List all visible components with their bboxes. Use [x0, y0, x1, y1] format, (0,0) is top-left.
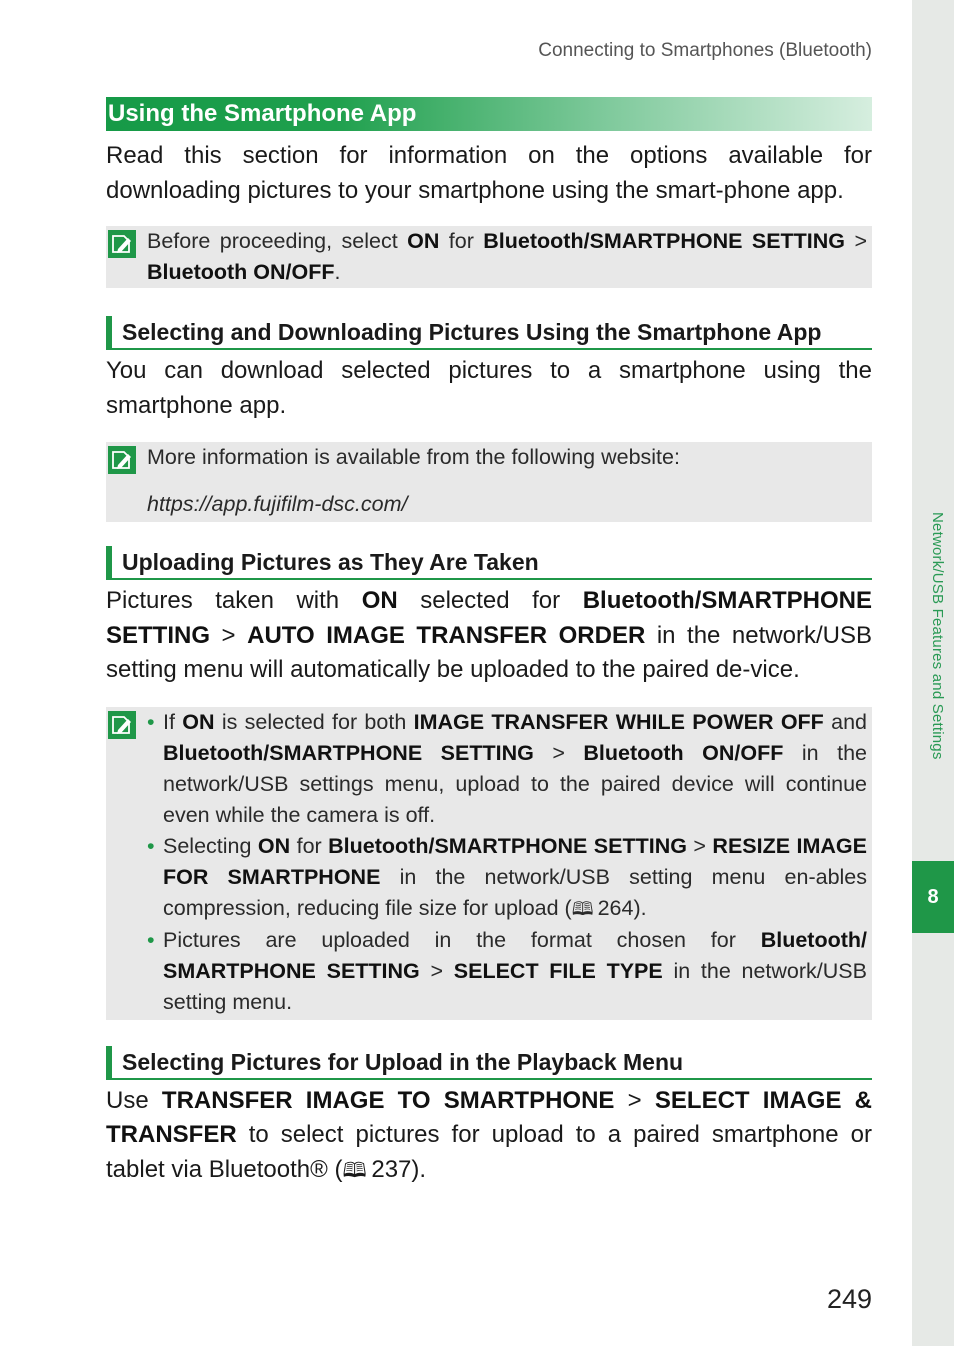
chapter-tab[interactable]: [912, 861, 954, 933]
sub2-body: Pictures taken with ON selected for Bluetooth/SMARTPHONE SETTING > AUTO IMAGE TRANSFER ORDER in the network/USB setting menu will automatically be uploaded to the paired de-vice.: [106, 587, 872, 683]
note-pencil-icon: [107, 229, 137, 259]
sub1-body: You can download selected pictures to a smartphone using the smartphone app.: [106, 357, 872, 419]
note-pencil-icon: [107, 445, 137, 475]
page-ref-link[interactable]: 264: [597, 895, 634, 920]
note-box: [106, 707, 872, 1020]
list-item: • Selecting ON for Bluetooth/SMARTPHONE SETTING > RESIZE IMAGE FOR SMARTPHONE in the network/USB setting menu en-ables compression, reducing file size for upload (🕮 264).: [147, 831, 867, 925]
website-link[interactable]: https://app.fujifilm-dsc.com/: [147, 492, 408, 516]
page-content: [106, 97, 872, 1187]
sub3-body: Use TRANSFER IMAGE TO SMARTPHONE > SELECT IMAGE & TRANSFER to select pictures for upload to a paired smartphone or tablet via Bluetooth® (🕮 237).: [106, 1086, 873, 1183]
list-item: • If ON is selected for both IMAGE TRANSFER WHILE POWER OFF and Bluetooth/SMARTPHONE SETTING > Bluetooth ON/OFF in the network/USB settings menu, upload to the paired device will continue even while the camera is off.: [147, 707, 867, 831]
note-bullet-list: [147, 707, 867, 1018]
subhead-playback-upload: Selecting Pictures for Upload in the Playback Menu: [106, 1046, 872, 1080]
note-box: [106, 442, 872, 522]
chapter-number: 8: [927, 885, 939, 908]
section-title: Using the Smartphone App: [106, 97, 872, 131]
book-icon: 🕮: [571, 898, 594, 920]
subhead-uploading: Uploading Pictures as They Are Taken: [106, 546, 872, 580]
list-item: • Pictures are uploaded in the format chosen for Bluetooth/ SMARTPHONE SETTING > SELECT FILE TYPE in the network/USB setting menu.: [147, 925, 867, 1018]
section-intro: Read this section for information on the options available for downloading pictures to your smartphone using the smart-phone app.: [106, 142, 872, 204]
chapter-side-label: Network/USB Features and Settings: [929, 512, 946, 760]
note-text: More information is available from the following website:: [147, 445, 680, 469]
note-box: Before proceeding, select ON for Bluetooth/SMARTPHONE SETTING > Bluetooth ON/OFF.: [106, 226, 872, 288]
page-number: 249: [826, 1284, 872, 1314]
note-pencil-icon: [107, 710, 137, 740]
subhead-selecting-downloading: Selecting and Downloading Pictures Using the Smartphone App: [106, 316, 872, 350]
running-head: Connecting to Smartphones (Bluetooth): [538, 40, 872, 61]
page-ref-link[interactable]: 237: [371, 1155, 412, 1183]
book-icon: 🕮: [342, 1157, 367, 1182]
